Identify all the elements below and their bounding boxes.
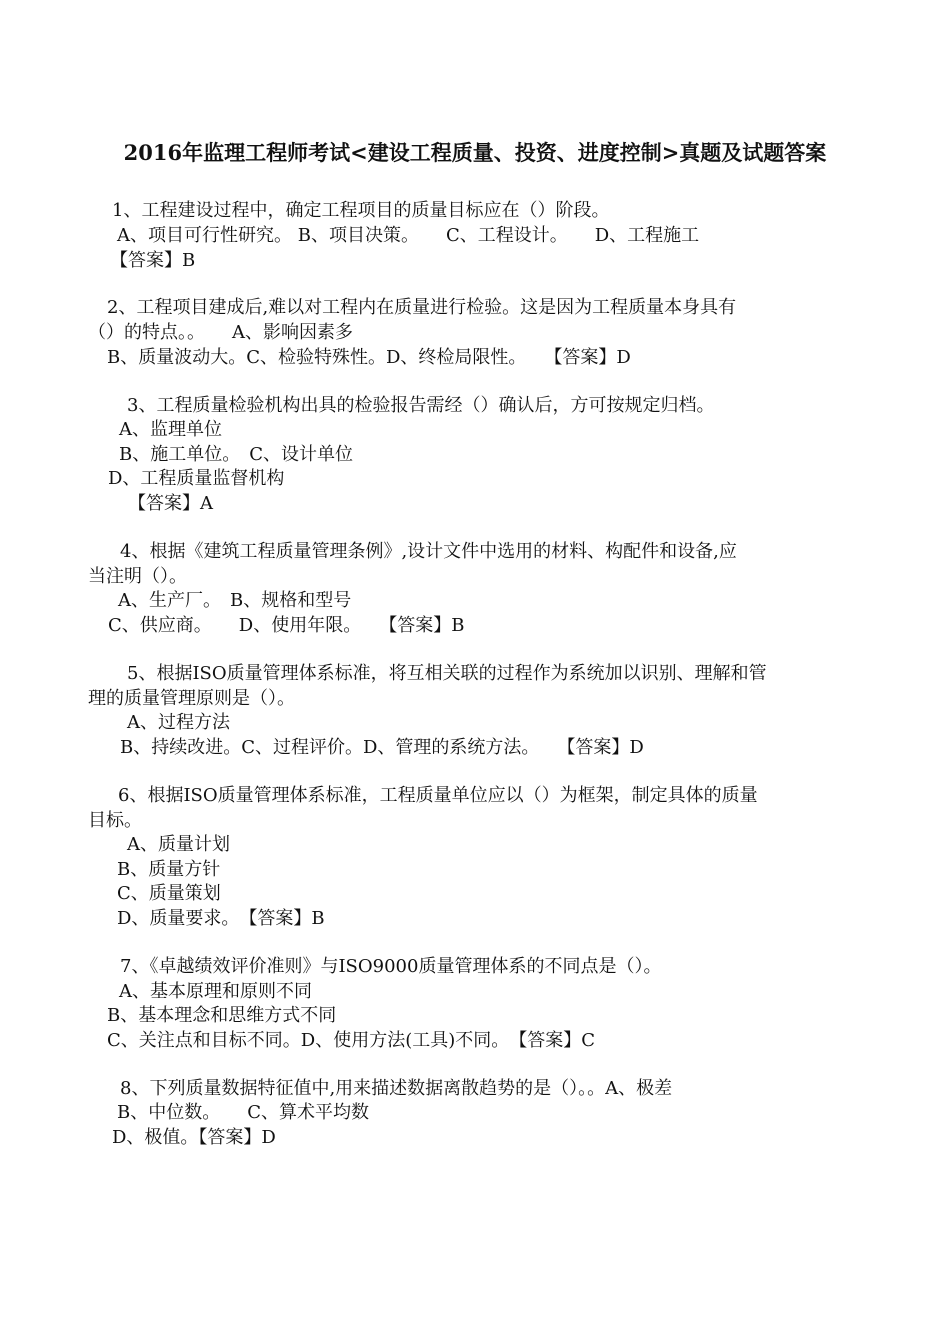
q7-stem: 7、《卓越绩效评价准则》与ISO9000质量管理体系的不同点是（）。 (120, 956, 662, 977)
q7-option-a: A、基本原理和原则不同 (119, 981, 312, 1002)
q2-options-answer: B、质量波动大。C、检验特殊性。D、终检局限性。 【答案】D (107, 347, 631, 368)
q5-options-answer: B、持续改进。C、过程评价。D、管理的系统方法。 【答案】D (120, 737, 644, 758)
q3-option-d: D、工程质量监督机构 (108, 468, 285, 489)
q7-options-answer: C、关注点和目标不同。D、使用方法(工具)不同。 【答案】C (107, 1030, 596, 1051)
q6-option-b: B、质量方针 (117, 859, 221, 880)
q3-stem: 3、工程质量检验机构出具的检验报告需经（）确认后，方可按规定归档。 (127, 395, 715, 416)
q2-stem-line2: （）的特点。。 A、影响因素多 (88, 322, 353, 343)
q1-answer: 【答案】B (110, 250, 196, 271)
q5-option-a: A、过程方法 (127, 712, 230, 733)
document-title: 2016年监理工程师考试<建设工程质量、投资、进度控制>真题及试题答案 (123, 140, 827, 165)
q6-option-d-answer: D、质量要求。 【答案】B (117, 908, 325, 929)
q8-stem: 8、下列质量数据特征值中,用来描述数据离散趋势的是（）。。A、极差 (120, 1078, 673, 1099)
q3-option-b-c: B、施工单位。 C、设计单位 (119, 444, 353, 465)
q6-option-a: A、质量计划 (127, 834, 230, 855)
q6-stem-line1: 6、根据ISO质量管理体系标准，工程质量单位应以（）为框架，制定具体的质量 (118, 785, 758, 806)
q4-options-c-d-answer: C、供应商。 D、使用年限。 【答案】B (108, 615, 465, 636)
q8-option-d-answer: D、极值。【答案】D (112, 1127, 276, 1148)
q4-stem-line1: 4、根据《建筑工程质量管理条例》,设计文件中选用的材料、构配件和设备,应 (120, 541, 737, 562)
q6-stem-line2: 目标。 (88, 810, 142, 831)
q3-answer: 【答案】A (128, 493, 213, 514)
q1-stem: 1、工程建设过程中，确定工程项目的质量目标应在（）阶段。 (112, 200, 610, 221)
q2-stem-line1: 2、工程项目建成后,难以对工程内在质量进行检验。这是因为工程质量本身具有 (107, 297, 737, 318)
q5-stem-line2: 理的质量管理原则是（）。 (88, 688, 295, 709)
q4-options-a-b: A、生产厂。 B、规格和型号 (118, 590, 352, 611)
q8-options-b-c: B、中位数。 C、算术平均数 (117, 1102, 369, 1123)
q4-stem-line2: 当注明（）。 (88, 566, 187, 587)
q6-option-c: C、质量策划 (117, 883, 221, 904)
q1-options: A、项目可行性研究。 B、项目决策。 C、工程设计。 D、工程施工 (117, 225, 700, 246)
q7-option-b: B、基本理念和思维方式不同 (107, 1005, 337, 1026)
q5-stem-line1: 5、根据ISO质量管理体系标准，将互相关联的过程作为系统加以识别、理解和管 (127, 663, 767, 684)
q3-option-a: A、监理单位 (119, 419, 222, 440)
